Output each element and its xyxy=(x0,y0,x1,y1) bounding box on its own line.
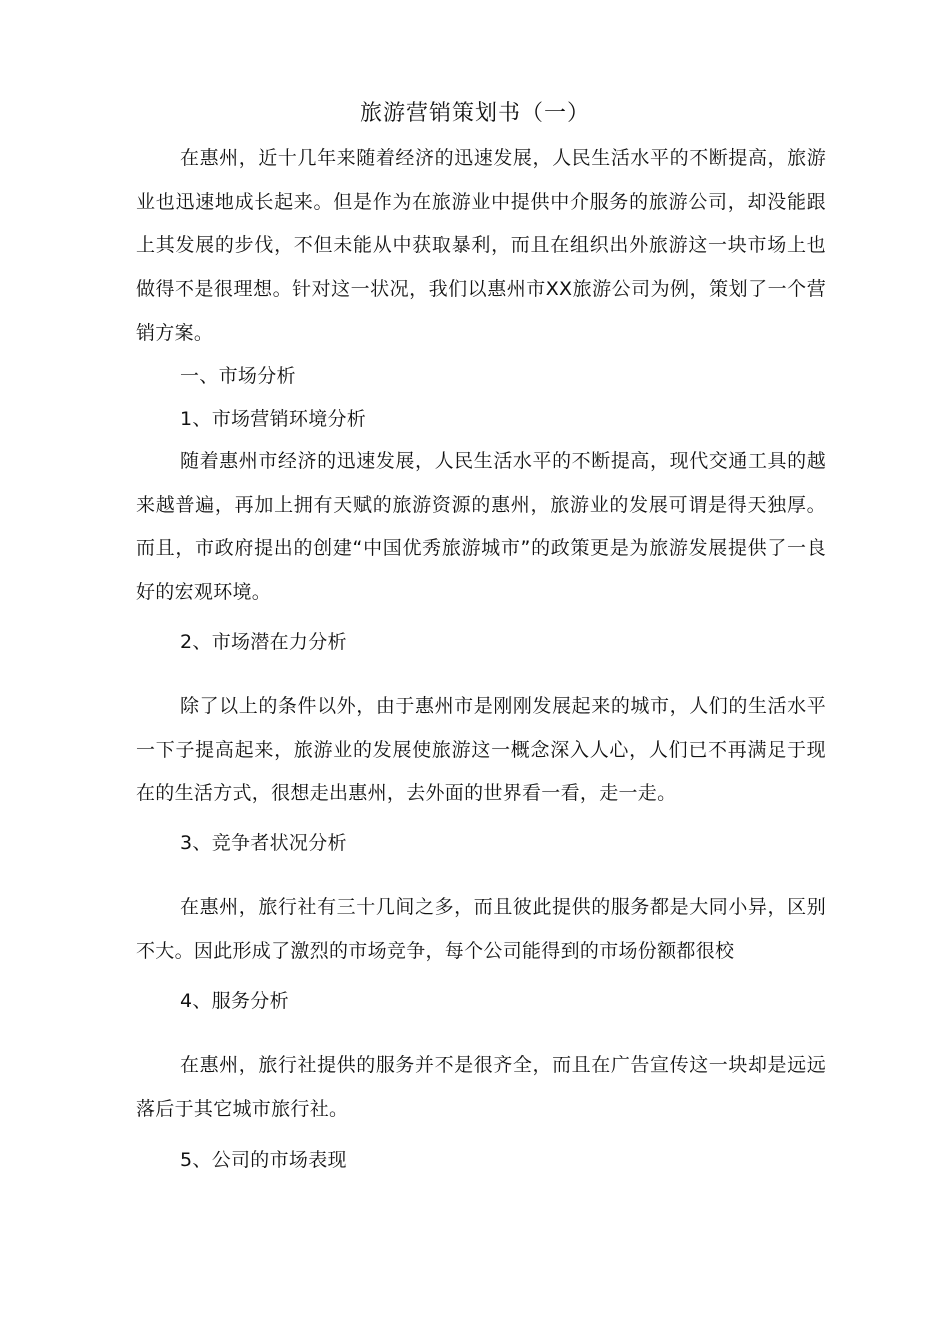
paragraph-competitors: 在惠州，旅行社有三十几间之多，而且彼此提供的服务都是大同小异，区别不大。因此形成了激烈的市场竞争，每个公司能得到的市场份额都很校 xyxy=(136,896,826,962)
subheading-company-performance: 5、公司的市场表现 xyxy=(180,1149,347,1171)
subheading-service-analysis: 4、服务分析 xyxy=(180,990,289,1012)
paragraph-marketing-environment: 随着惠州市经济的迅速发展，人民生活水平的不断提高，现代交通工具的越来越普遍，再加上拥有天赋的旅游资源的惠州，旅游业的发展可谓是得天独厚。而且，市政府提出的创建“中国优秀旅游城市”的政策更是为旅游发展提供了一良好的宏观环境。 xyxy=(136,450,826,604)
paragraph-service-analysis: 在惠州，旅行社提供的服务并不是很齐全，而且在广告宣传这一块却是远远落后于其它城市旅行社。 xyxy=(136,1054,826,1120)
section-heading-market-analysis: 一、市场分析 xyxy=(180,365,296,387)
document-title: 旅游营销策划书（一） xyxy=(359,101,590,126)
subheading-marketing-environment: 1、市场营销环境分析 xyxy=(180,408,367,430)
subheading-competitors: 3、竞争者状况分析 xyxy=(180,832,347,854)
subheading-market-potential: 2、市场潜在力分析 xyxy=(180,631,347,653)
paragraph-market-potential: 除了以上的条件以外，由于惠州市是刚刚发展起来的城市，人们的生活水平一下子提高起来，旅游业的发展使旅游这一概念深入人心，人们已不再满足于现在的生活方式，很想走出惠州，去外面的世界看一看，走一走。 xyxy=(136,695,826,805)
intro-paragraph: 在惠州，近十几年来随着经济的迅速发展，人民生活水平的不断提高，旅游业也迅速地成长起来。但是作为在旅游业中提供中介服务的旅游公司，却没能跟上其发展的步伐，不但未能从中获取暴利，而且在组织出外旅游这一块市场上也做得不是很理想。针对这一状况，我们以惠州市XX旅游公司为例，策划了一个营销方案。 xyxy=(136,147,826,344)
